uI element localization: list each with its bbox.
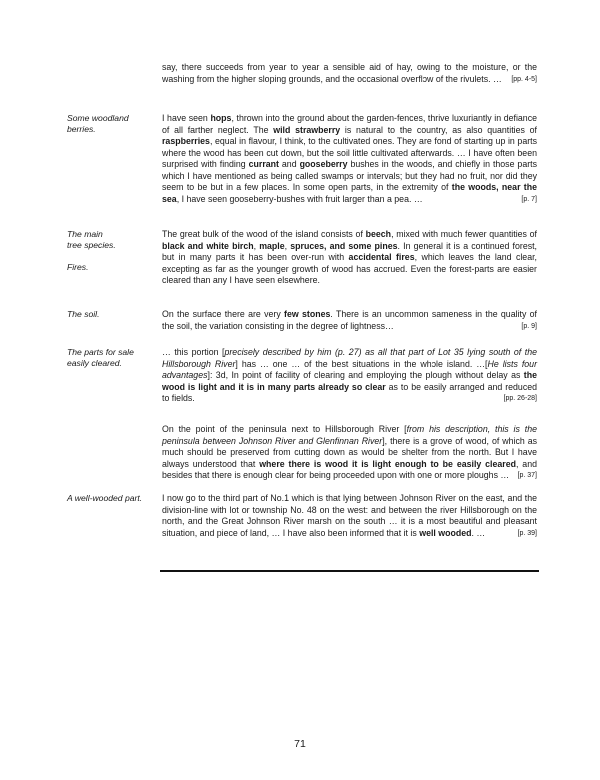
bold-term: the wood is light and it is in many parts already so clear — [162, 370, 537, 392]
paragraph — [162, 113, 537, 205]
bold-term: black and white birch — [162, 240, 254, 251]
margin-note: Some woodland berries. — [67, 113, 129, 134]
text-run: I now go to the third part of No.1 which is that lying between Johnson River on the east, and the division-line with lot or township No. 48 on the west: and between the river Hillsborough on the north, and the Great Johnson River marsh on the south … it is a most beautiful and pleasant situation, and piece of land, … I have also been informed that it is — [162, 493, 537, 538]
text-run: … this portion [ — [162, 347, 225, 357]
bold-term: beech — [365, 229, 392, 239]
bold-term: raspberries — [162, 136, 210, 146]
bold-term: spruces, and some pines — [290, 240, 398, 251]
text-run: bushes in the woods, and chiefly in those parts which I have mentioned as being called swamps or intervals; but they had no fruit, nor did they seem to be but in a few places. In some open parts, in the extremity of — [162, 159, 537, 192]
page-reference: [p. 37] — [517, 472, 537, 479]
paragraph — [162, 309, 537, 332]
bold-term: well wooded — [419, 527, 472, 538]
paragraph — [162, 62, 537, 85]
bold-term: wild strawberry — [273, 124, 341, 135]
margin-note-main-tree-species: The main tree species. — [67, 229, 116, 250]
italic-note: precisely described by him (p. 27) as all that part of Lot 35 lying south of the Hillsborough River — [162, 347, 537, 369]
bold-term: where there is wood it is light enough to be easily cleared — [259, 458, 516, 469]
text-run: The great bulk of the wood of the island consists of — [162, 229, 366, 239]
section-rule — [160, 570, 539, 572]
text-run: ] has … one … of the best situations in the whɔle island. …[ — [235, 358, 488, 369]
bold-term: maple — [259, 240, 285, 251]
text-run: On the surface there are very — [162, 309, 285, 319]
bold-term: few stones — [284, 309, 331, 319]
italic-note: from his description, this is the peninsula between Johnson River and Glenfinnan River — [162, 424, 537, 446]
margin-note: The soil. — [67, 309, 100, 319]
margin-note: The parts for sale easily cleared. — [67, 347, 134, 368]
text-run: , I have seen gooseberry-bushes with fruit larger than a pea. … — [176, 193, 423, 204]
text-run: , thrown into the ground about the garden-fences, thrive luxuriantly in defiance of all farther neglect. The — [162, 113, 537, 135]
italic-note: He lists four advantages — [162, 358, 537, 380]
text-run: , — [284, 240, 291, 251]
text-run: as to be easily arranged and reduced to fields. — [162, 381, 537, 403]
text-run: , and besides that there is enough clear for being proceeded upon with one or more ploughs … — [162, 458, 537, 480]
text-run: and — [278, 159, 300, 169]
text-run: On the point of the peninsula next to Hillsborough River [ — [162, 424, 407, 434]
margin-note-fires: Fires. — [67, 262, 89, 272]
paragraph — [162, 347, 537, 405]
margin-note — [67, 229, 157, 273]
bold-term: hops — [210, 113, 232, 123]
margin-note: A well-wooded part. — [67, 493, 143, 503]
text-run: ], there is a grove of wood, of which as much should be preserved from cutting down as would be shelter from the north. But I have always understood that — [162, 435, 537, 469]
page-number: 71 — [294, 738, 306, 750]
bold-term: the woods, near the sea — [162, 182, 538, 204]
page-reference: [pp. 4-5] — [511, 75, 537, 83]
text-run: is natural to the country, as also quantities of — [340, 124, 538, 135]
page-reference: [p. 39] — [517, 529, 537, 537]
text-run: , mixed with much fewer quantities of — [391, 229, 538, 239]
text-run: , — [253, 240, 260, 251]
bold-term: currant — [248, 159, 279, 169]
bold-term: accidental fires — [348, 252, 415, 262]
paragraph — [162, 493, 537, 539]
text-run: say, there succeeds from year to year a sensible aid of hay, owing to the moisture, or the washing from the higher sloping grounds, and the occasional overflɔw of the rivulets. … — [162, 62, 537, 84]
page-reference: [pp. 26-28] — [503, 395, 537, 402]
text-run: . … — [471, 527, 486, 538]
text-run: . In general it is a continued forest, but in many parts it has been over-run with — [162, 240, 538, 262]
page-reference: [p. 7] — [521, 195, 537, 203]
text-run: , equal in flavour, I think, to the cultivated ones. They are fond of starting up in parts where the wood has been cut down, but the soil little cultivated afterwards. … I have often been surprised with finding — [162, 136, 537, 169]
bold-term: gooseberry — [299, 159, 348, 169]
text-run: I have seen — [162, 113, 211, 123]
text-run: ]: 3d, In point of facility of clearing and employing the plough without delay as — [207, 370, 524, 380]
text-run: , which leaves the land clear, excepting as far as the younger growth of wood has accrued. Even the forest-parts are easier cleared than any I have seen elsewhere. — [162, 252, 537, 285]
page-reference: [p. 9] — [521, 322, 537, 330]
paragraph — [162, 424, 537, 482]
paragraph — [162, 229, 537, 287]
text-run: . There is an uncommon sameness in the quality of the soil, the variation consisting in the degree of lightness… — [162, 309, 537, 331]
